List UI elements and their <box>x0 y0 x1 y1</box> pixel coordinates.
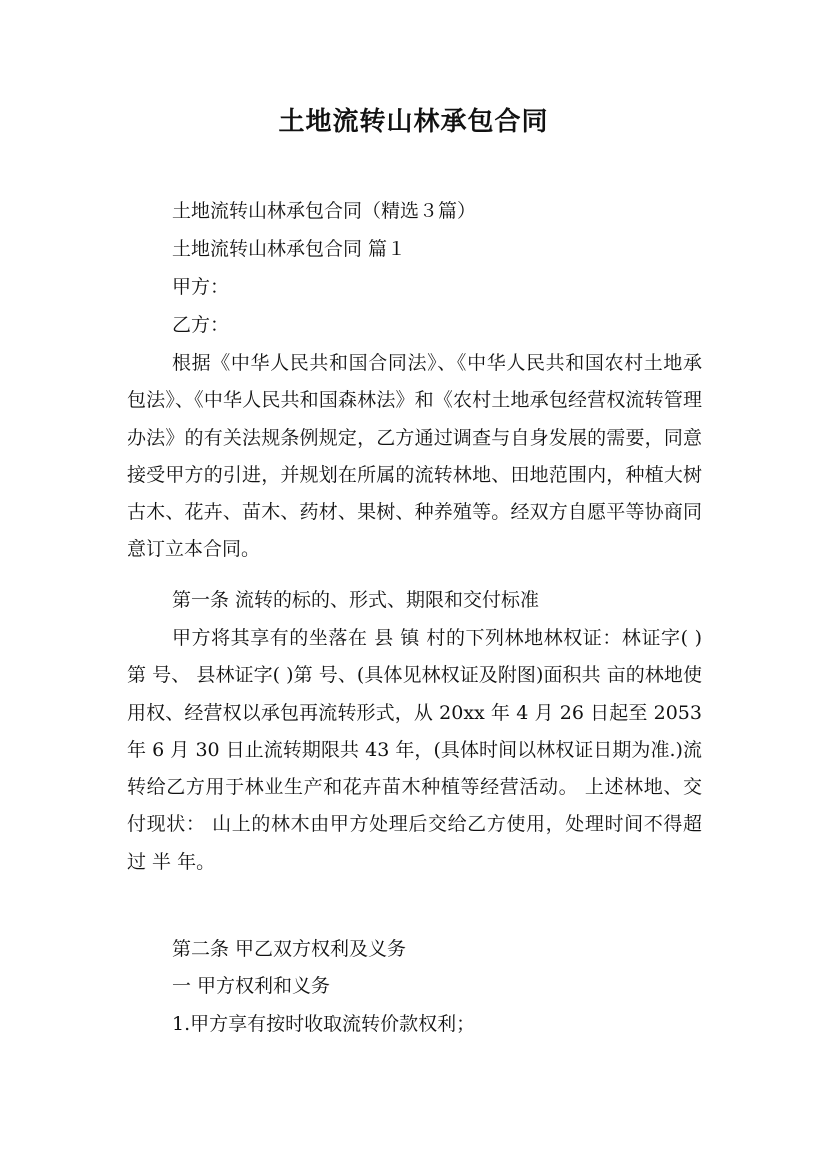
intro-paragraph: 根据《中华人民共和国合同法》、《中华人民共和国农村土地承包法》、《中华人民共和国森林法》和《农村土地承包经营权流转管理办法》的有关法规条例规定，乙方通过调查与自身发展的需要，同意接受甲方的引进，并规划在所属的流转林地、田地范围内，种植大树古木、花卉、苗木、药材、果树、种养殖等。经双方自愿平等协商同意订立本合同。 <box>127 352 702 561</box>
section-heading: 土地流转山林承包合同 篇１ <box>172 238 407 260</box>
article-1-heading: 第一条 流转的标的、形式、期限和交付标准 <box>172 589 540 611</box>
document-title: 土地流转山林承包合同 <box>278 107 549 137</box>
party-a-label: 甲方： <box>172 276 230 298</box>
article-2-heading: 第二条 甲乙双方权利及义务 <box>172 938 407 960</box>
article-1-paragraph: 甲方将其享有的坐落在 县 镇 村的下列林地林权证：林证字( )第 号、 县林证字( )第 号、(具体见林权证及附图)面积共 亩的林地使用权、经营权以承包再流转形式，从 20xx 年 4 月 26 日起至 2053 年 6 月 30 日止流转期限共 43 年，(具体时间以林权证日期为准.)流转给乙方用于林业生产和花卉苗木种植等经营活动。 上述林地、交付现状： 山上的林木由甲方处理后交给乙方使用，处理时间不得超过 半 年。 <box>127 627 702 873</box>
party-b-label: 乙方： <box>172 314 230 336</box>
sub-heading-1: 一 甲方权利和义务 <box>172 975 331 997</box>
list-item-1: 1.甲方享有按时收取流转价款权利； <box>172 1013 476 1035</box>
document-subtitle: 土地流转山林承包合同（精选３篇） <box>172 200 477 222</box>
